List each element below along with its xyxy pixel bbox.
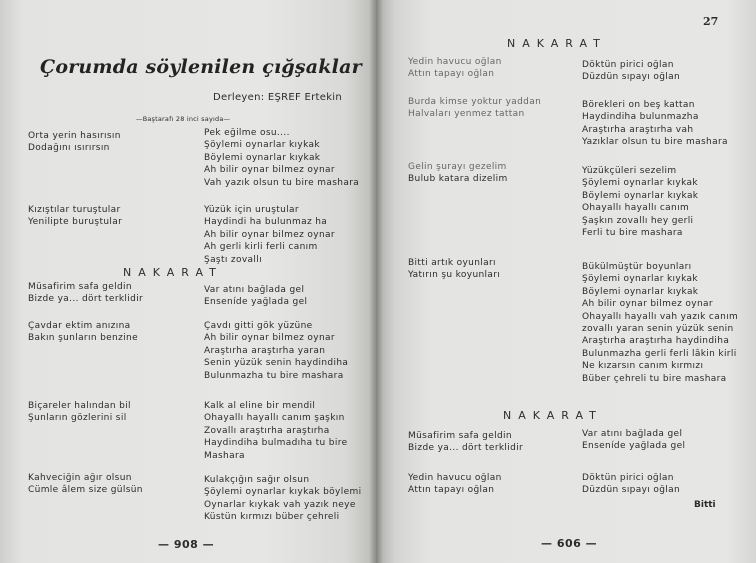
verse-line: Zovallı araştırha araştırha (204, 425, 330, 436)
verse-line: Enseníde yağlada gel (204, 297, 308, 308)
verse-line: Şaşkın zovallı hey gerli (582, 215, 694, 226)
verse-line: Mashara (204, 450, 245, 461)
verse-line: Cümle âlem size gülsün (28, 485, 143, 496)
verse-1-left (408, 56, 502, 81)
verse-4-left (408, 257, 500, 282)
verse-line: Ohayallı hayallı canım şaşkın (204, 413, 345, 424)
verse-2-right (582, 99, 728, 149)
verse-line: Araştırha araştırha haydindiha (582, 336, 730, 347)
verse-line: Pek eğilme osu.... (204, 128, 290, 138)
verse-line: Müsafirim safa geldin (408, 431, 512, 441)
verse-line: Bizde ya... dört terklidir (408, 443, 524, 454)
verse-line: Börekleri on beş kattan (582, 100, 695, 110)
verse-5-left (28, 400, 131, 425)
poem-title: Çorumda söylenilen çığşaklar (40, 56, 362, 78)
verse-line: Müsafirim safa geldin (28, 282, 132, 292)
verse-line: Kalk al eline bir mendil (204, 401, 316, 411)
verse-line: Küstün kırmızı büber çehreli (204, 512, 340, 523)
verse-line: Bulunmazha gerli ferli lâkin kirli (582, 348, 737, 359)
verse-line: Var atını bağlada gel (204, 285, 305, 295)
verse-line: Ah bilir oynar bilmez oynar (204, 333, 335, 344)
verse-6-right (204, 474, 361, 524)
verse-line: Şaştı zovallı (204, 254, 262, 265)
verse-line: Şöylemi oynarlar kıykak (204, 140, 320, 151)
verse-line: Haydindiha bulunmazha (582, 112, 699, 123)
verse-line: Enseníde yağlada gel (582, 441, 686, 452)
verse-line: Attın tapayı oğlan (408, 485, 495, 496)
verse-line: Ah bilir oynar bilmez oynar (582, 299, 713, 310)
verse-line: Büber çehreli tu bire mashara (582, 373, 727, 384)
verse-line: zovallı yaran senin yüzük senin (582, 323, 734, 334)
verse-line: Çavdı gitti gök yüzüne (204, 321, 313, 331)
right-page (376, 0, 756, 563)
verse-line: Yüzük için uruştular (204, 205, 299, 215)
book-gutter (369, 0, 383, 563)
verse-line: Bükülmüştür boyunları (582, 262, 692, 272)
verse-line: Haydindi ha bulunmaz ha (204, 217, 328, 228)
verse-3-left (408, 161, 508, 186)
verse-1-left (28, 130, 121, 155)
verse-line: Araştırha araştırha yaran (204, 345, 326, 356)
verse-line: Attın tapayı oğlan (408, 69, 495, 80)
verse-line: Halvaları yenmez tattan (408, 109, 525, 120)
verse-line: Var atını bağlada gel (582, 429, 683, 439)
verse-line: Yedin havucu oğlan (408, 473, 502, 483)
refrain-heading-2: NAKARAT (503, 409, 603, 422)
refrain-heading: NAKARAT (507, 37, 607, 50)
verse-line: Ah bilir oynar bilmez oynar (204, 229, 335, 240)
verse-line: Araştırha araştırha vah (582, 124, 694, 135)
continuation-note: —Baştarafı 28 inci sayıda— (136, 115, 231, 123)
verse-line: Ohayallı hayallı canım (582, 203, 690, 214)
verse-line: Dodağını ısırırsın (28, 143, 110, 154)
verse-line: Ne kızarsın canım kırmızı (582, 361, 704, 372)
page-number-right: — 606 — (541, 537, 598, 550)
verse-line: Biçareler halından bil (28, 401, 131, 411)
verse-line: Böylemi oynarlar kıykak (204, 152, 321, 163)
verse-line: Yüzükçüleri sezelim (582, 166, 677, 176)
verse-line: Düzdün sıpayı oğlan (582, 72, 681, 83)
verse-1-right (204, 127, 359, 189)
verse-line: Orta yerin hasırısın (28, 131, 121, 141)
verse-line: Böylemi oynarlar kıykak (582, 190, 699, 201)
verse-line: Döktün pirici oğlan (582, 473, 674, 483)
top-page-number: 27 (703, 15, 719, 28)
compiler-credit: Derleyen: EŞREF Ertekin (213, 92, 343, 103)
verse-line: Ohayallı hayallı vah yazık canım (582, 311, 739, 322)
verse-5-right (582, 428, 685, 453)
verse-line: Ah gerli kirli ferli canım (204, 242, 318, 253)
verse-line: Gelin şurayı gezelim (408, 162, 507, 172)
verse-3-left (28, 281, 143, 306)
verse-line: Bulub katara dizelim (408, 174, 508, 185)
verse-1-right (582, 59, 680, 84)
verse-line: Ferli tu bire mashara (582, 227, 683, 238)
verse-line: Şöylemi oynarlar kıykak (582, 178, 698, 189)
left-page (0, 0, 376, 563)
verse-line: Bakın şunların benzine (28, 333, 138, 344)
end-mark: Bitti (694, 500, 716, 510)
verse-line: Bulunmazha tu bire mashara (204, 370, 344, 381)
verse-line: Şöylemi oynarlar kıykak (582, 274, 698, 285)
verse-line: Kahveciğin ağır olsun (28, 473, 132, 483)
verse-line: Yedin havucu oğlan (408, 57, 502, 67)
verse-5-right (204, 400, 347, 462)
verse-line: Yenilipte buruştular (28, 217, 123, 228)
verse-2-right (204, 204, 335, 266)
verse-line: Şöylemi oynarlar kıykak böylemi (204, 487, 362, 498)
page-number-left: — 908 — (158, 538, 215, 551)
verse-line: Oynarlar kıykak vah yazık neye (204, 499, 356, 510)
verse-line: Kulakçığın sağır olsun (204, 475, 310, 485)
verse-line: Şunların gözlerini sil (28, 413, 127, 424)
verse-5-left (408, 430, 523, 455)
verse-line: Düzdün sıpayı oğlan (582, 485, 681, 496)
verse-3-right (582, 165, 698, 239)
verse-3-right (204, 284, 307, 309)
verse-line: Yazıklar olsun tu bire mashara (582, 137, 728, 148)
refrain-heading: NAKARAT (123, 266, 223, 279)
verse-2-left (28, 204, 122, 229)
verse-line: Senin yüzük senin haydindiha (204, 358, 349, 369)
verse-line: Vah yazık olsun tu bire mashara (204, 177, 360, 188)
verse-line: Böylemi oynarlar kıykak (582, 286, 699, 297)
verse-4-right (582, 261, 738, 385)
verse-line: Çavdar ektim anızına (28, 321, 131, 331)
verse-line: Bitti artık oyunları (408, 258, 496, 268)
verse-line: Haydindiha bulmadıha tu bire (204, 438, 348, 449)
verse-6-left (28, 472, 143, 497)
verse-2-left (408, 96, 541, 121)
verse-6-right (582, 472, 680, 497)
verse-4-right (204, 320, 348, 382)
verse-4-left (28, 320, 138, 345)
verse-6-left (408, 472, 502, 497)
verse-line: Burda kimse yoktur yaddan (408, 97, 542, 107)
verse-line: Ah bilir oynar bilmez oynar (204, 165, 335, 176)
verse-line: Kızıştılar turuştular (28, 205, 121, 215)
verse-line: Döktün pirici oğlan (582, 60, 674, 70)
verse-line: Yatırın şu koyunları (408, 270, 501, 281)
verse-line: Bizde ya... dört terklidir (28, 294, 144, 305)
